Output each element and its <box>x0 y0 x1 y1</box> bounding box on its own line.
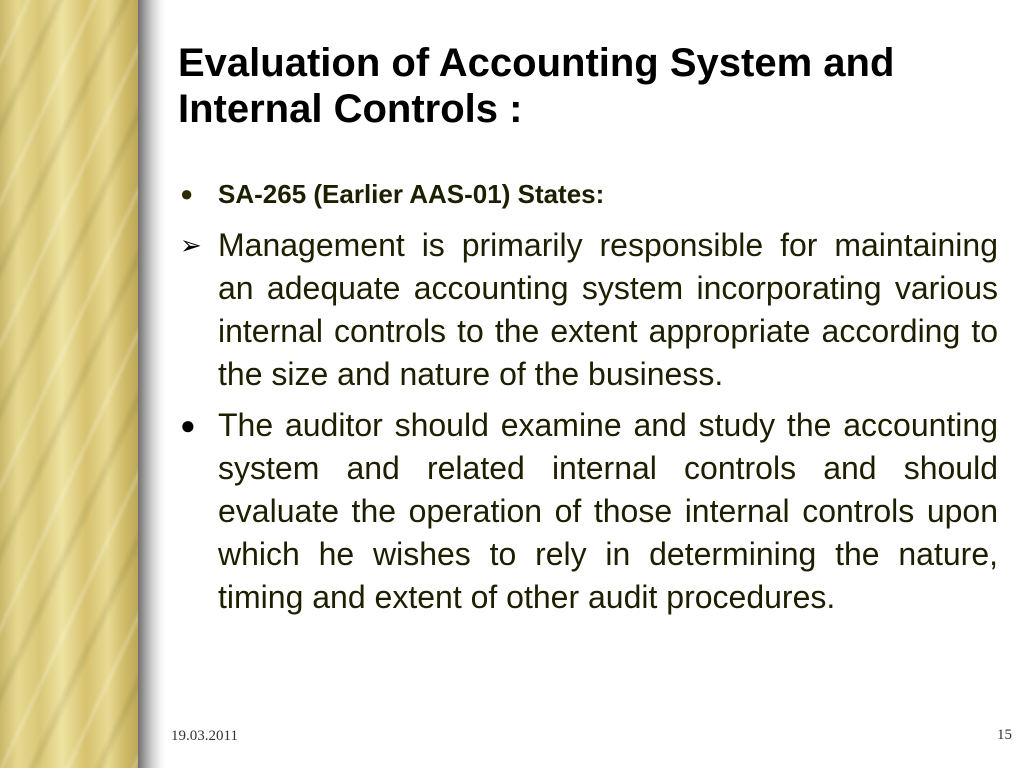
footer-date: 19.03.2011 <box>171 728 238 744</box>
slide-title: Evaluation of Accounting System and Internal Controls : <box>178 41 895 131</box>
bullet-item-management <box>180 224 998 396</box>
slide-content <box>180 176 998 627</box>
bullet-dot-icon: ● <box>180 181 194 206</box>
arrow-bullet-icon: ➢ <box>180 230 202 260</box>
page-number: 15 <box>997 727 1012 743</box>
bullet-item-text: The auditor should examine and study the accounting system and related internal controls and should evaluate the operation of those internal controls upon which he wishes to rely in determining the nature, timing and extent of other audit procedures. <box>218 407 998 615</box>
bullet-dot-icon: ● <box>180 410 196 440</box>
bullet-item-heading <box>180 176 998 212</box>
decorative-gold-sidebar <box>0 0 138 768</box>
sidebar-shadow <box>138 0 166 768</box>
bullet-item-text: SA-265 (Earlier AAS-01) States: <box>218 179 605 209</box>
bullet-item-auditor <box>180 404 998 619</box>
bullet-item-text: Management is primarily responsible for maintaining an adequate accounting system incorporating various internal controls to the extent appropriate according to the size and nature of the business. <box>218 227 998 392</box>
